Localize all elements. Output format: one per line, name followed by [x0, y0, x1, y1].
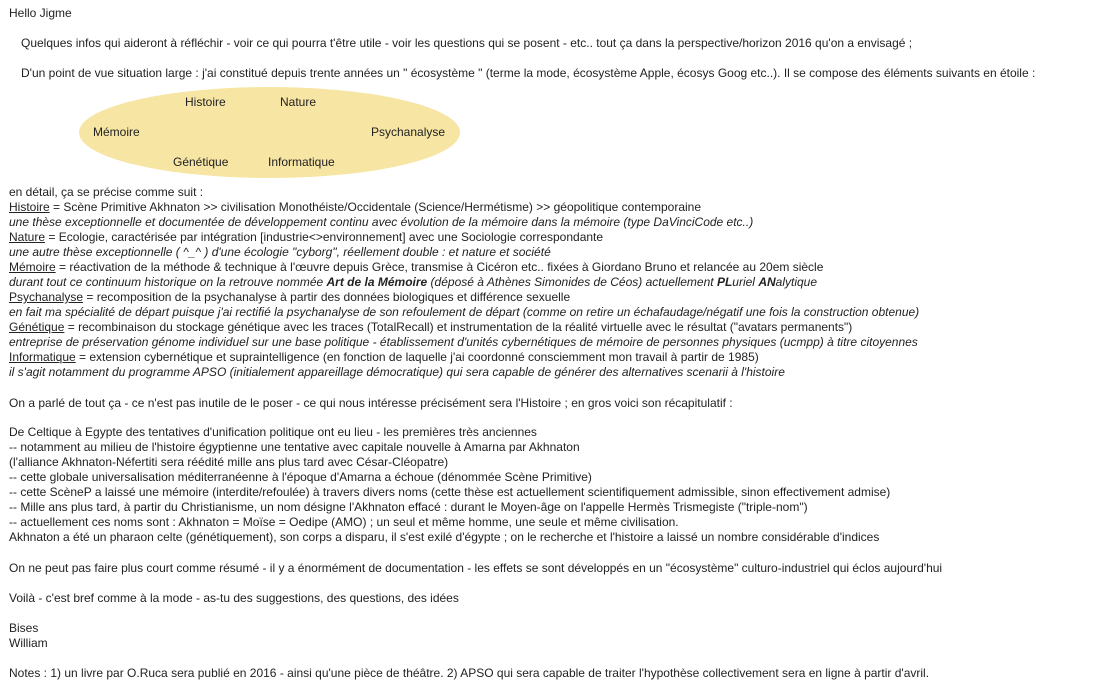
detail-term: Nature: [9, 230, 46, 244]
detail-term: Génétique: [9, 320, 65, 334]
ecosystem-word-memoire: Mémoire: [93, 125, 140, 139]
ecosystem-word-nature: Nature: [280, 95, 317, 109]
recap-line: -- cette ScèneP a laissé une mémoire (interdite/refoulée) à travers divers noms (cette thèse est actuellement scientifiquement admissible, sinon effectivement admise): [9, 485, 891, 499]
detail-definition: = extension cybernétique et supraintelligence (en fonction de laquelle j'ai coordonné consciemment mon travail à partir de 1985): [75, 350, 759, 364]
detail-nature: [9, 230, 603, 245]
note-emphasis: PL: [716, 275, 733, 289]
detail-definition: = recombinaison du stockage génétique avec les traces (TotalRecall) et instrumentation de la réalité virtuelle avec le résultat ("avatars permanents"): [64, 320, 853, 334]
detail-genetique-note: entreprise de préservation génome individuel sur une base politique - établissement d'unités cybernétiques de mémoire de personnes physiques (ucmpp) à titre citoyennes: [9, 335, 918, 349]
detail-term: Mémoire: [9, 260, 56, 274]
detail-informatique: [9, 350, 759, 365]
detail-histoire-note: une thèse exceptionnelle et documentée de développement continu avec évolution de la mémoire dans la mémoire (type DaVinciCode etc..): [9, 215, 754, 229]
recap-line: Akhnaton a été un pharaon celte (génétiquement), son corps a disparu, il s'est exilé d'égypte ; on le recherche et l'histoire a laissé un nombre considérable d'indices: [9, 530, 880, 544]
note-text: alytique: [775, 275, 818, 289]
recap-line: -- cette globale universalisation méditerranéenne à l'époque d'Amarna a échoue (dénommée Scène Primitive): [9, 470, 592, 484]
greeting: Hello Jigme: [9, 6, 72, 20]
detail-term: Histoire: [9, 200, 50, 214]
detail-definition: = Scène Primitive Akhnaton >> civilisation Monothéiste/Occidentale (Science/Hermétisme) >> géopolitique contemporaine: [49, 200, 702, 214]
detail-intro: en détail, ça se précise comme suit :: [9, 185, 204, 199]
detail-definition: = recomposition de la psychanalyse à partir des données biologiques et différence sexuelle: [83, 290, 571, 304]
detail-psychanalyse: [9, 290, 570, 305]
signature: William: [9, 636, 48, 650]
ecosystem-word-histoire: Histoire: [185, 95, 226, 109]
detail-genetique: [9, 320, 852, 335]
detail-term: Psychanalyse: [9, 290, 84, 304]
notes-paragraph: Notes : 1) un livre par O.Ruca sera publié en 2016 - ainsi qu'une pièce de théâtre. 2) APSO qui sera capable de traiter l'hypothèse collectivement sera en ligne à partir d'avril.: [9, 666, 930, 680]
recap-line: -- actuellement ces noms sont : Akhnaton = Moïse = Oedipe (AMO) ; un seul et même homme, une seule et même civilisation.: [9, 515, 679, 529]
ecosystem-word-psychanalyse: Psychanalyse: [371, 125, 446, 139]
ecosystem-word-informatique: Informatique: [268, 155, 335, 169]
recap-line: -- notamment au milieu de l'histoire égyptienne une tentative avec capitale nouvelle à Amarna par Akhnaton: [9, 440, 580, 454]
detail-definition: = réactivation de la méthode & technique à l'œuvre depuis Grèce, transmise à Cicéron etc.. fixées à Giordano Bruno et relancée au 20em siècle: [55, 260, 824, 274]
recap-line: -- Mille ans plus tard, à partir du Christianisme, un nom désigne l'Akhnaton effacé : durant le Moyen-âge on l'appelle Hermès Trismegiste ("triple-nom"): [9, 500, 808, 514]
note-text: (déposé à Athènes Simonides de Céos) actuellement: [427, 275, 717, 289]
closing-paragraph: Voilà - c'est bref comme à la mode - as-tu des suggestions, des questions, des idées: [9, 591, 459, 605]
detail-term: Informatique: [9, 350, 76, 364]
recap-line: (l'alliance Akhnaton-Néfertiti sera réédité mille ans plus tard avec César-Cléopatre): [9, 455, 449, 469]
recap-line: De Celtique à Egypte des tentatives d'unification politique ont eu lieu - les premières très anciennes: [9, 425, 537, 439]
ecosystem-word-genetique: Génétique: [173, 155, 229, 169]
note-emphasis: Art de la Mémoire: [326, 275, 428, 289]
detail-memoire-note: [9, 275, 817, 290]
detail-memoire: [9, 260, 823, 275]
detail-definition: = Ecologie, caractérisée par intégration [industrie<>environnement] avec une Sociologie correspondante: [45, 230, 604, 244]
intro-paragraph-2: D'un point de vue situation large : j'ai constitué depuis trente années un " écosystème " (terme la mode, écosystème Apple, écosys Goog etc..). Il se compose des éléments suivants en étoile :: [21, 66, 1036, 80]
intro-paragraph-1: Quelques infos qui aideront à réfléchir - voir ce qui pourra t'être utile - voir les questions qui se posent - etc.. tout ça dans la perspective/horizon 2016 qu'on a envisagé ;: [21, 36, 913, 50]
recap-intro: On a parlé de tout ça - ce n'est pas inutile de le poser - ce qui nous intéresse précisément sera l'Histoire ; en gros voici son récapitulatif :: [9, 396, 733, 410]
detail-histoire: [9, 200, 701, 215]
summary-paragraph: On ne peut pas faire plus court comme résumé - il y a énormément de documentation - les effets se sont développés en un "écosystème" culturo-industriel qui éclos aujourd'hui: [9, 561, 943, 575]
note-emphasis: AN: [758, 275, 776, 289]
detail-informatique-note: il s'agit notamment du programme APSO (initialement appareillage démocratique) qui sera capable de générer des alternatives scenarii à l'histoire: [9, 365, 785, 379]
signoff: Bises: [9, 621, 39, 635]
detail-nature-note: une autre thèse exceptionnelle ( ^_^ ) d'une écologie "cyborg", réellement double : et nature et société: [9, 245, 551, 259]
note-text: durant tout ce continuum historique on la retrouve nommée: [9, 275, 327, 289]
note-text: uriel: [732, 275, 759, 289]
detail-psychanalyse-note: en fait ma spécialité de départ puisque j'ai rectifié la psychanalyse de son refoulement de départ (comme on retire un échafaudage/négatif une fois la construction obtenue): [9, 305, 920, 319]
